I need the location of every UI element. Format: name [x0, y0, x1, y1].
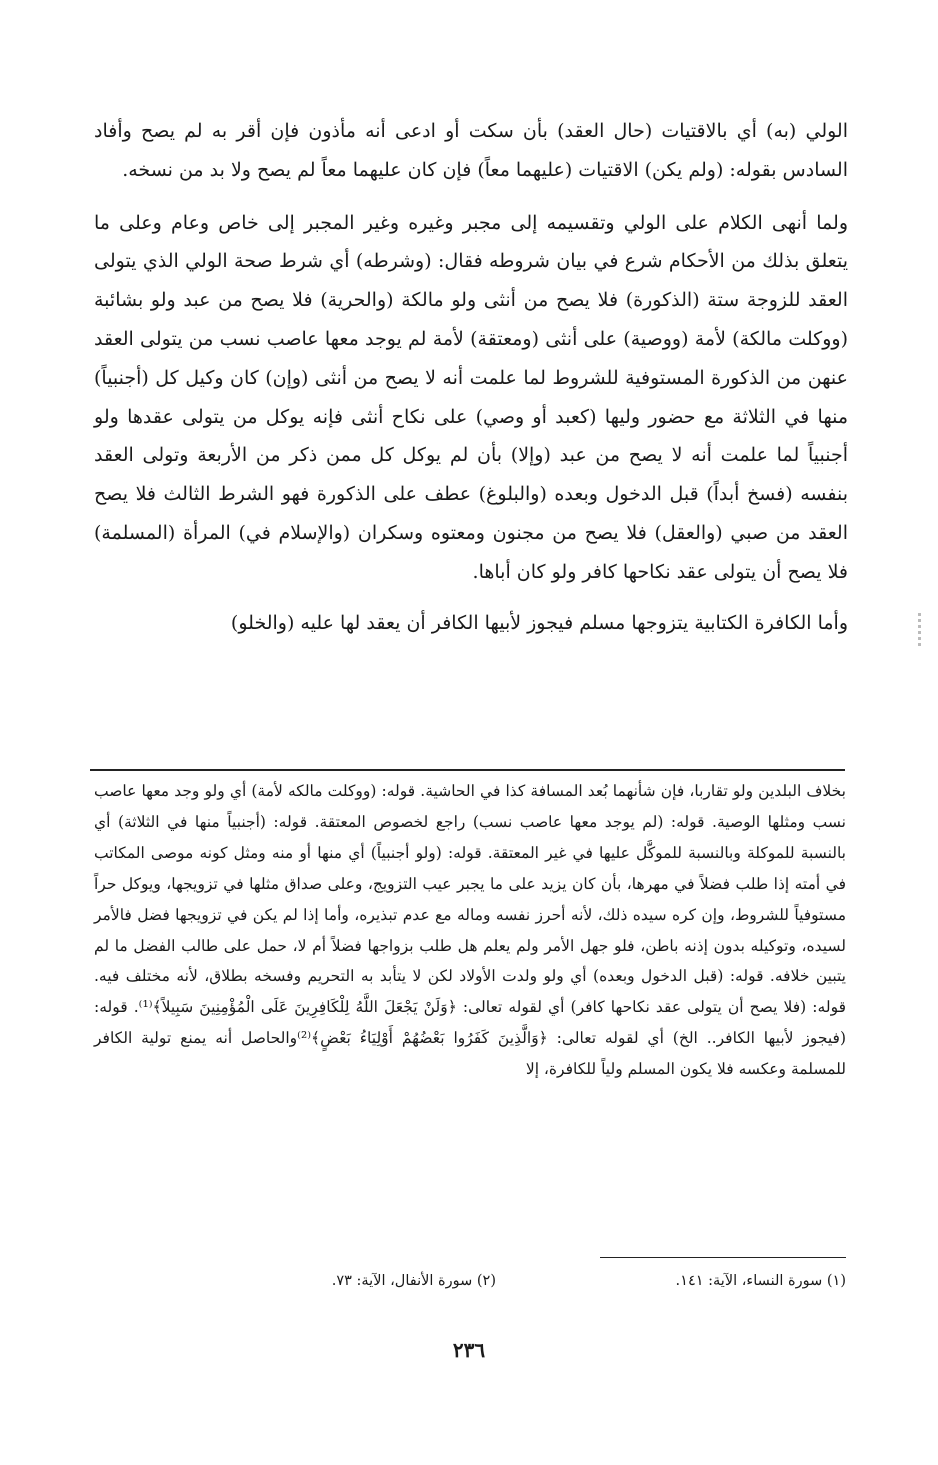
footnotes — [94, 1268, 846, 1294]
main-text — [94, 112, 848, 654]
footnote-1: (١) سورة النساء، الآية: ١٤١. — [675, 1273, 846, 1289]
page-number: ٢٣٦ — [452, 1338, 486, 1362]
main-paragraph-1: الولي (به) أي بالاقتيات (حال العقد) بأن سكت أو ادعى أنه مأذون فإن أقر به لم يصح وأفاد السادس بقوله: (ولم يكن) الاقتيات (عليهما معاً) فإن كان عليهما معاً لم يصح ولا بد من نسخه. — [94, 120, 849, 181]
main-paragraph-2: ولما أنهى الكلام على الولي وتقسيمه إلى مجبر وغيره وغير المجبر إلى خاص وعام وعلى ما يتعلق بذلك من الأحكام شرع في بيان شروطه فقال: (وشرطه) أي شرط صحة الولي الذي يتولى العقد للزوجة ستة (الذكورة) فلا يصح من أنثى ولو مالكة (والحرية) فلا يصح من عبد ولو بشائبة (ووكلت مالكة) لأمة (ووصية) على أنثى (ومعتقة) لأمة لم يوجد معها عاصب نسب من يتولى العقد عنهن من الذكورة المستوفية للشروط لما علمت أنه لا يصح من أنثى (وإن) كان وكيل كل (أجنبياً) منها في الثلاثة مع حضور وليها (كعبد أو وصي) على نكاح أنثى فإنه يوكل من يتولى عقدها ولو أجنبياً لما علمت أنه لا يصح من عبد (وإلا) بأن لم يوكل كل ممن ذكر من الأربعة وتولى العقد بنفسه (فسخ أبداً) قبل الدخول وبعده (والبلوغ) عطف على الذكورة فهو الشرط الثالث فلا يصح العقد من صبي (والعقل) فلا يصح من مجنون ومعتوه وسكران (والإسلام في) المرأة (المسلمة) فلا يصح أن يتولى عقد نكاحها كافر ولو كان أباها. — [94, 211, 848, 583]
page-edge-mark — [918, 613, 921, 649]
commentary-text: بخلاف البلدين ولو تقاربا، فإن شأنهما بُعد المسافة كذا في الحاشية. قوله: (ووكلت مالكه لأمة) أي ولو وجد معها عاصب نسب ومثلها الوصية. قوله: (لم يوجد معها عاصب نسب) راجع لخصوص المعتقة. قوله: (أجنبياً منها في الثلاثة) أي بالنسبة للموكلة وبالنسبة للموكَّل عليها في غير المعتقة. قوله: (ولو أجنبياً) أي منها أو منه ومثل كونه موصى المكاتب في أمته إذا طلب فضلاً في مهرها، بأن كان يزيد على ما يجبر عيب التزويج، وعلى صداق مثلها في تزويجها، ويوكل حراً مستوفياً للشروط، وإن كره سيده ذلك، لأنه أحرز نفسه وماله مع عدم تبذيره، وأما إذا لم يكن في تزويجها فضل فالأمر لسيده، وتوكيله بدون إذنه باطن، فلو جهل الأمر ولم يعلم هل طلب بزواجها فضلاً أم لا، حمل على طالب الفضل ما لم يتبين خلافه. قوله: (قبل الدخول وبعده) أي ولو ولدت الأولاد لكن لا يتأبد به التحريم وفسخه بطلاق، لأنه مختلف فيه. قوله: (فلا يصح أن يتولى عقد نكاحها كافر) أي لقوله تعالى: ﴿وَلَنْ يَجْعَلَ اللَّهُ لِلْكَافِرِينَ عَلَى الْمُؤْمِنِينَ سَبِيلاً﴾⁽¹⁾. قوله: (فيجوز لأبيها الكافر.. الخ) أي لقوله تعالى: ﴿وَالَّذِينَ كَفَرُوا بَعْضُهُمْ أَوْلِيَاءُ بَعْضٍ﴾⁽²⁾والحاصل أنه يمنع تولية الكافر للمسلمة وعكسه فلا يكون المسلم ولياً للكافرة، إلا — [94, 782, 847, 1079]
main-paragraph-3: وأما الكافرة الكتابية يتزوجها مسلم فيجوز لأبيها الكافر أن يعقد لها عليه (والخلو) — [230, 611, 848, 634]
footnote-divider — [600, 1257, 846, 1258]
footnote-2: (٢) سورة الأنفال، الآية: ٧٣. — [331, 1273, 496, 1289]
commentary-section — [94, 776, 846, 1085]
commentary-divider — [90, 769, 845, 771]
